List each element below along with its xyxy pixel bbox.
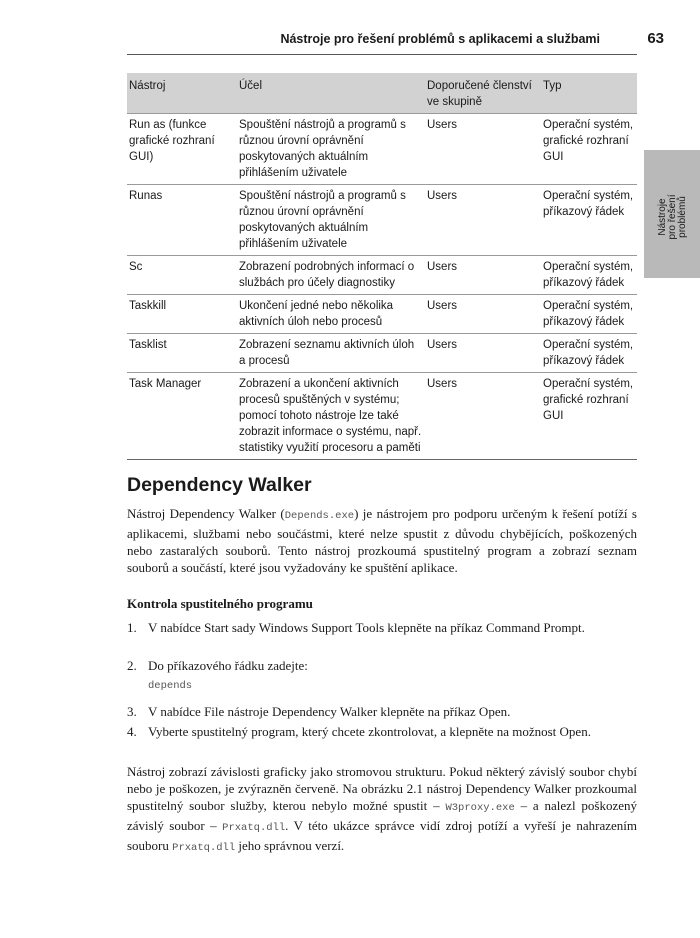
cell-membership: Users <box>425 114 541 185</box>
header-type: Typ <box>541 73 637 114</box>
cell-type: Operační systém, příkazový řádek <box>541 185 637 256</box>
cell-type: Operační systém, příkazový řádek <box>541 256 637 295</box>
table-row <box>127 114 637 185</box>
cell-tool: Runas <box>127 185 237 256</box>
cell-purpose: Zobrazení a ukončení aktivních procesů spuštěných v systému; pomocí tohoto nástroje lze také zobrazit informace o systému, např. statistiky využití procesoru a paměti <box>237 373 425 460</box>
section-heading: Dependency Walker <box>127 474 312 496</box>
intro-paragraph <box>127 505 637 576</box>
cell-type: Operační systém, příkazový řádek <box>541 295 637 334</box>
intro-code-filename: Depends.exe <box>284 510 355 522</box>
intro-text-end: ) je nástrojem pro podporu určeným k řešení potíží s aplikacemi, službami nebo součástmi, které nelze spustit z důvodu chybějících, poškozených nebo zastaralých souborů. Tento nástroj prozkoumá spustitelný program a zobrazí seznam souborů a součástí, které jsou vyžadovány ke spuštění aplikace. <box>127 506 637 575</box>
intro-text-start: Nástroj Dependency Walker ( <box>127 506 285 521</box>
header-divider <box>127 54 637 55</box>
cell-membership: Users <box>425 256 541 295</box>
header-purpose: Účel <box>237 73 425 114</box>
table-header-row <box>127 73 637 114</box>
cell-type: Operační systém, grafické rozhraní GUI <box>541 373 637 460</box>
closing-code-1: W3proxy.exe <box>445 802 515 814</box>
cell-tool: Taskkill <box>127 295 237 334</box>
header-membership: Doporučené členství ve skupině <box>425 73 541 114</box>
table-row <box>127 295 637 334</box>
step-text: V nabídce Start sady Windows Support Tools klepněte na příkaz Command Prompt. <box>148 620 585 635</box>
closing-code-2: Prxatq.dll <box>222 822 286 834</box>
cell-membership: Users <box>425 295 541 334</box>
cell-purpose: Spouštění nástrojů a programů s různou úrovní oprávnění poskytovaných aktuálním přihlášením uživatele <box>237 114 425 185</box>
step-number: 4. <box>127 724 137 739</box>
cell-tool: Task Manager <box>127 373 237 460</box>
step-number: 3. <box>127 704 137 719</box>
table-row <box>127 334 637 373</box>
step-number: 2. <box>127 658 137 673</box>
closing-code-3: Prxatq.dll <box>172 842 236 854</box>
step-text: V nabídce File nástroje Dependency Walker klepněte na příkaz Open. <box>148 704 511 719</box>
cell-tool: Sc <box>127 256 237 295</box>
closing-paragraph <box>127 763 637 857</box>
table-row <box>127 185 637 256</box>
procedure-heading: Kontrola spustitelného programu <box>127 596 313 611</box>
cell-purpose: Zobrazení seznamu aktivních úloh a procesů <box>237 334 425 373</box>
cell-type: Operační systém, příkazový řádek <box>541 334 637 373</box>
cell-membership: Users <box>425 334 541 373</box>
header-tool: Nástroj <box>127 73 237 114</box>
cell-purpose: Zobrazení podrobných informací o službách pro účely diagnostiky <box>237 256 425 295</box>
running-header-title: Nástroje pro řešení problémů s aplikacemi a službami <box>280 32 600 46</box>
cell-purpose: Spouštění nástrojů a programů s různou úrovní oprávnění poskytovaných aktuálním přihlášením uživatele <box>237 185 425 256</box>
cell-tool: Tasklist <box>127 334 237 373</box>
cell-type: Operační systém, grafické rozhraní GUI <box>541 114 637 185</box>
cell-purpose: Ukončení jedné nebo několika aktivních úloh nebo procesů <box>237 295 425 334</box>
closing-text-4: jeho správnou verzí. <box>235 838 345 853</box>
closing-text-1: Nástroj zobrazí závislosti graficky jako stromovou strukturu. Pokud některý závislý soubor chybí nebo je poškozen, je zvýrazněn červeně. Na obrázku 2.1 nástroj Dependency Walker prozkoumal spustitelný soubor služby, kterou nebylo možné spustit – <box>127 764 637 813</box>
cell-membership: Users <box>425 373 541 460</box>
step-number: 1. <box>127 620 137 635</box>
cell-membership: Users <box>425 185 541 256</box>
table-row <box>127 256 637 295</box>
command-example: depends <box>148 680 193 692</box>
table-row <box>127 373 637 460</box>
closing-text-3: . V této ukázce správce vidí zdroj potíží a vyřeší je nahrazením souboru <box>127 818 637 853</box>
page-number: 63 <box>647 30 664 47</box>
closing-text-2: – a nalezl poškozený závislý soubor – <box>127 798 637 833</box>
tools-table <box>127 73 637 460</box>
chapter-side-tab-label: Nástroje pro řešení problémů <box>657 194 688 240</box>
step-text: Vyberte spustitelný program, který chcete zkontrolovat, a klepněte na možnost Open. <box>148 724 591 739</box>
step-text: Do příkazového řádku zadejte: <box>148 658 308 673</box>
cell-tool: Run as (funkce grafické rozhraní GUI) <box>127 114 237 185</box>
